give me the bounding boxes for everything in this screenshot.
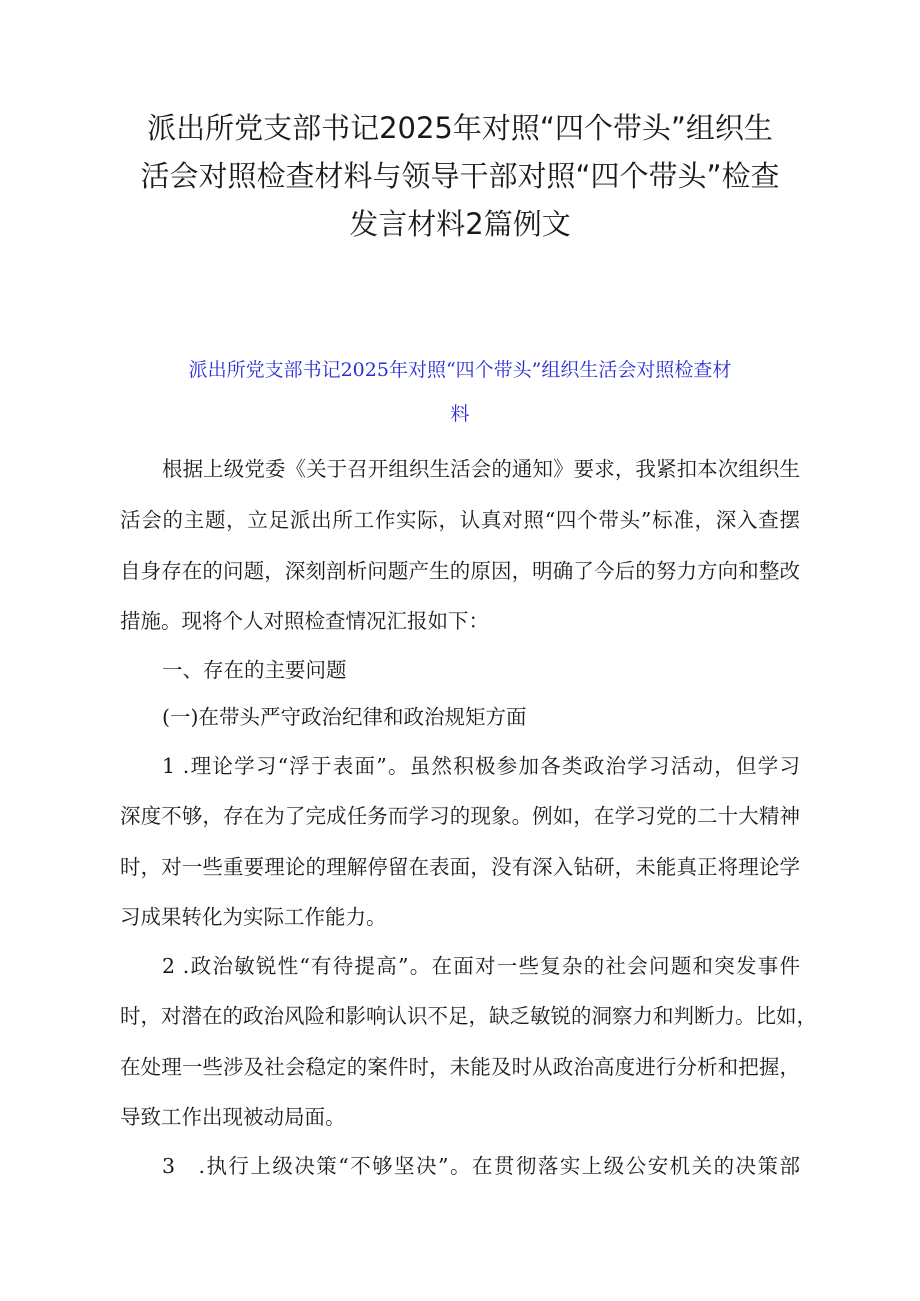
section-title-line: 派出所党支部书记2025年对照“四个带头”组织生活会对照检查材 bbox=[188, 359, 732, 381]
paragraph-line: 习成果转化为实际工作能力。 bbox=[120, 905, 387, 929]
paragraph-line: 3 .执行上级决策“不够坚决”。在贯彻落实上级公安机关的决策部 bbox=[162, 1154, 800, 1178]
subsection-heading: (一)在带头严守政治纪律和政治规矩方面 bbox=[162, 705, 527, 729]
section-heading: 一、存在的主要问题 bbox=[162, 658, 347, 682]
document-title bbox=[110, 104, 810, 248]
section-title-line: 料 bbox=[450, 403, 470, 425]
paragraph-line: 在处理一些涉及社会稳定的案件时，未能及时从政治高度进行分析和把握， bbox=[120, 1055, 800, 1079]
paragraph-line: 深度不够，存在为了完成任务而学习的现象。例如，在学习党的二十大精神 bbox=[120, 804, 800, 828]
title-line: 活会对照检查材料与领导干部对照“四个带头”检查 bbox=[140, 159, 780, 193]
paragraph-line: 自身存在的问题，深刻剖析问题产生的原因，明确了今后的努力方向和整改 bbox=[120, 559, 800, 583]
section-title bbox=[110, 348, 810, 436]
paragraph-line: 活会的主题，立足派出所工作实际，认真对照“四个带头”标准，深入查摆 bbox=[120, 508, 800, 532]
paragraph-line: 导致工作出现被动局面。 bbox=[120, 1105, 346, 1129]
paragraph-line: 根据上级党委《关于召开组织生活会的通知》要求，我紧扣本次组织生 bbox=[162, 457, 800, 481]
paragraph-line: 时，对一些重要理论的理解停留在表面，没有深入钻研，未能真正将理论学 bbox=[120, 855, 800, 879]
paragraph-line: 2 .政治敏锐性“有待提高”。在面对一些复杂的社会问题和突发事件 bbox=[162, 954, 800, 978]
title-line: 发言材料2篇例文 bbox=[349, 207, 571, 241]
title-line: 派出所党支部书记2025年对照“四个带头”组织生 bbox=[147, 111, 773, 145]
paragraph-line: 时，对潜在的政治风险和影响认识不足，缺乏敏锐的洞察力和判断力。比如， bbox=[120, 1004, 817, 1028]
paragraph-line: 1 .理论学习“浮于表面”。虽然积极参加各类政治学习活动，但学习 bbox=[162, 754, 800, 778]
paragraph-line: 措施。现将个人对照检查情况汇报如下： bbox=[120, 609, 489, 633]
